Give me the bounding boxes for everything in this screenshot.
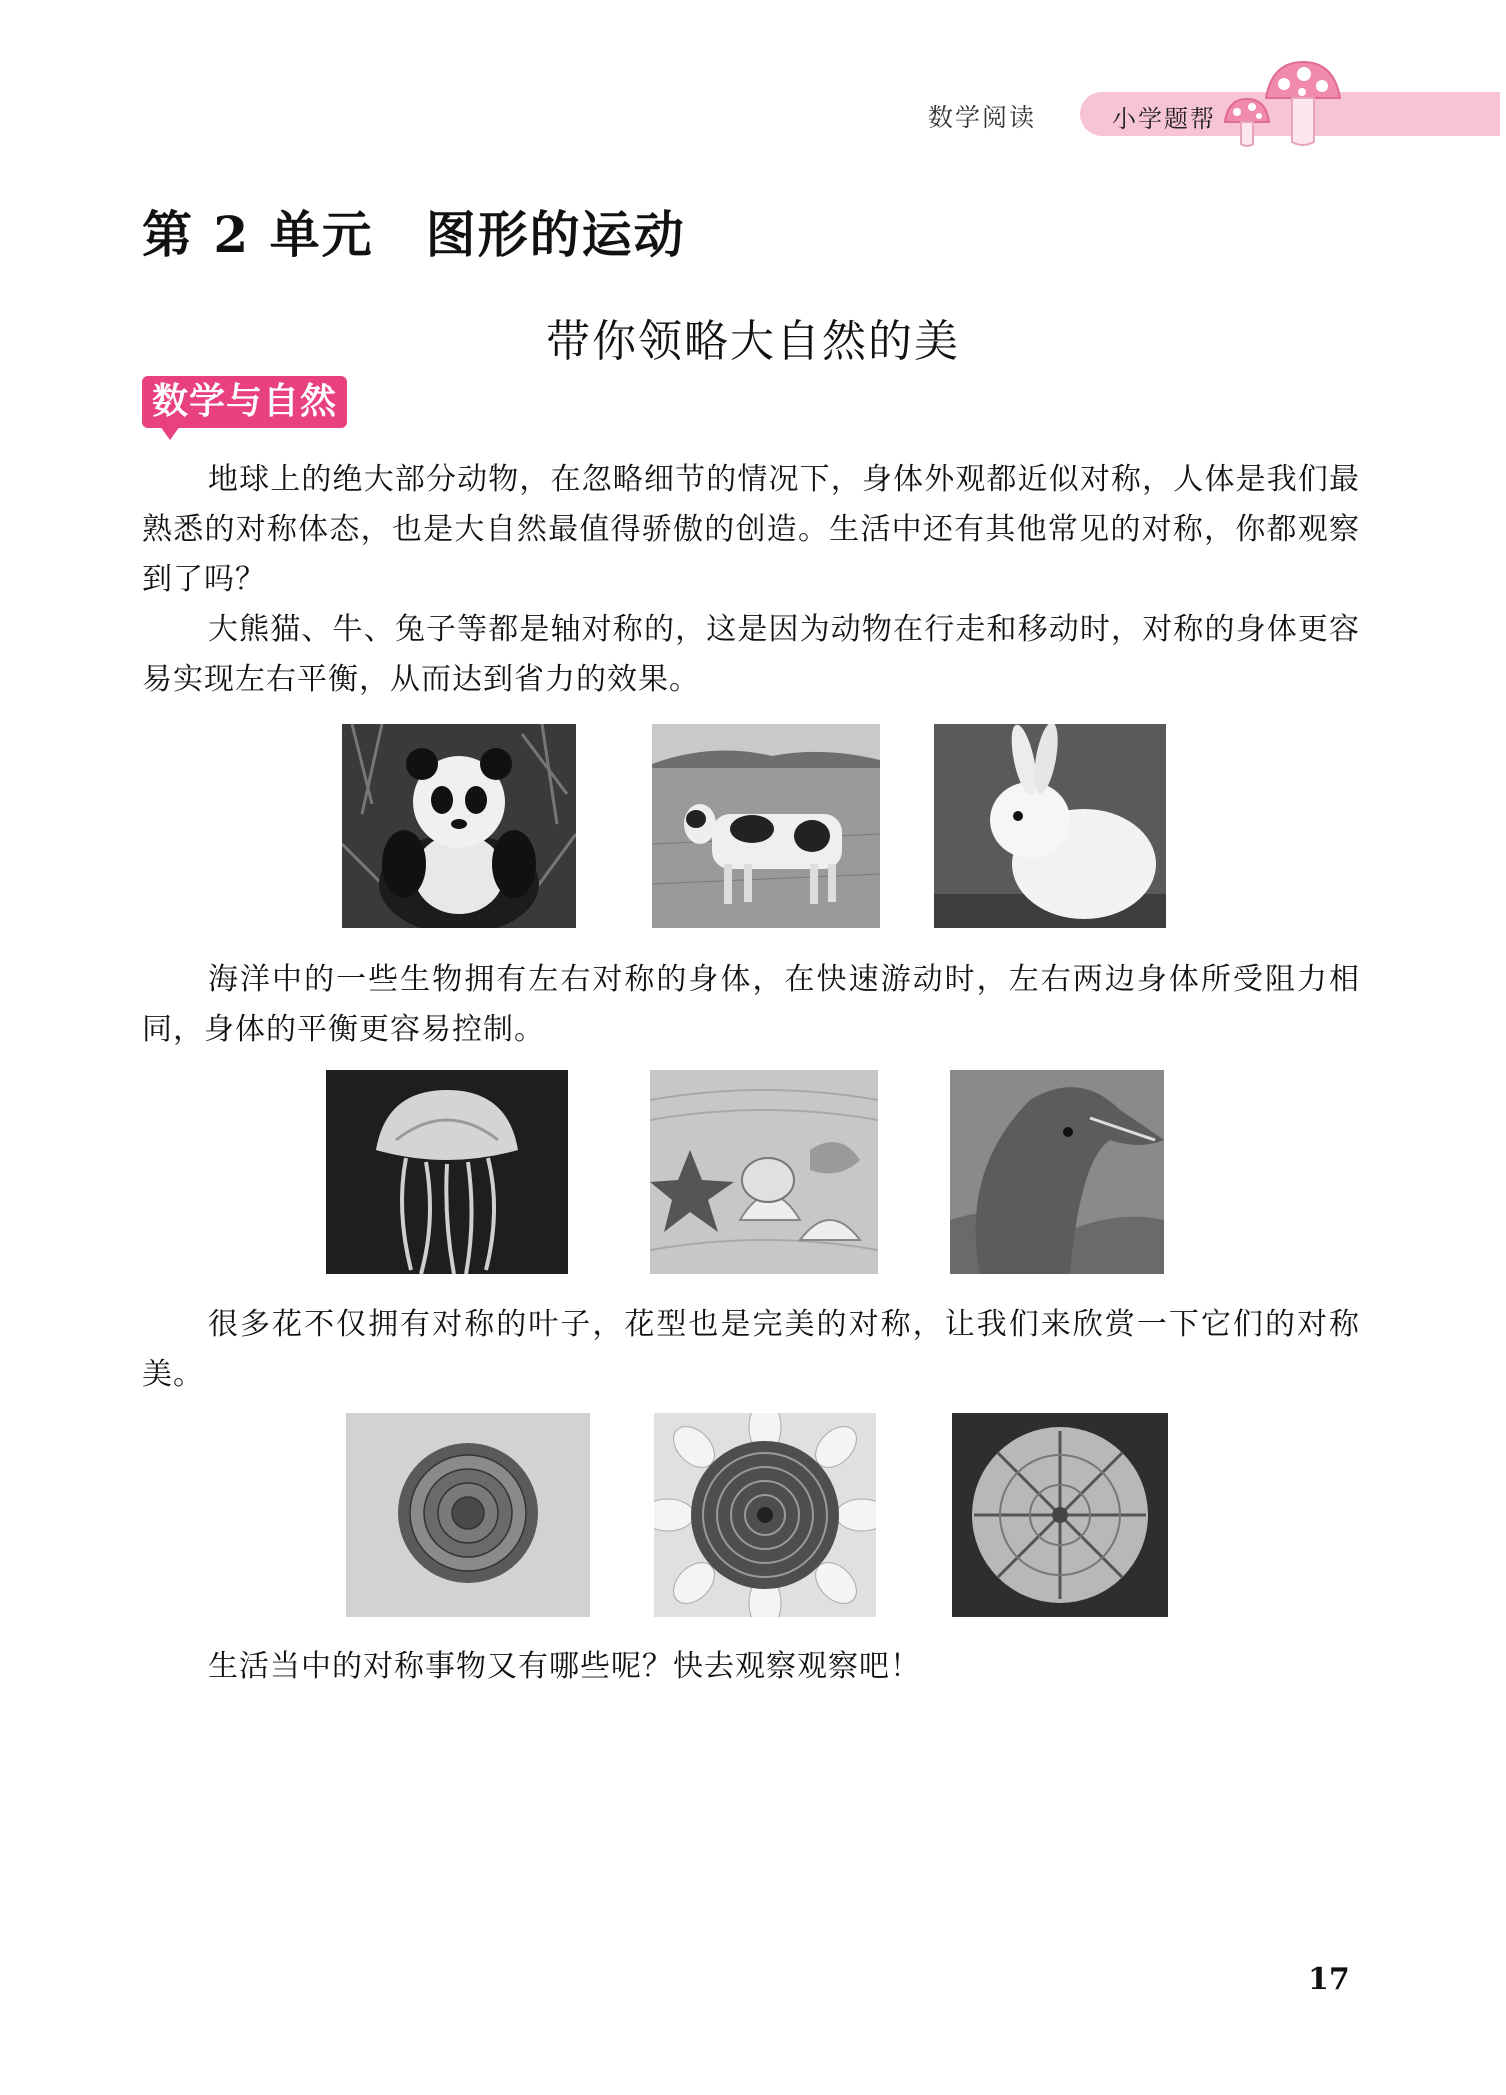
sunflower-photo (654, 1413, 876, 1617)
article-title: 带你领略大自然的美 (546, 316, 960, 367)
mushroom-icon (1262, 58, 1344, 148)
cow-photo (652, 724, 880, 928)
dolphin-photo (950, 1070, 1164, 1274)
paragraph-flowers: 很多花不仅拥有对称的叶子，花型也是完美的对称，让我们来欣赏一下它们的对称美。 (142, 1307, 1360, 1392)
paragraph-intro: 地球上的绝大部分动物，在忽略细节的情况下，身体外观都近似对称，人体是我们最熟悉的对称体态，也是大自然最值得骄傲的创造。生活中还有其他常见的对称，你都观察到了吗？ (142, 462, 1360, 597)
paragraph-closing: 生活当中的对称事物又有哪些呢？快去观察观察吧！ (208, 1649, 921, 1684)
section-tag-pointer (160, 426, 180, 440)
book-series-label: 数学阅读 (928, 103, 1037, 132)
panda-photo (342, 724, 576, 928)
shells-starfish-photo (650, 1070, 878, 1274)
dahlia-photo (346, 1413, 590, 1617)
unit-title: 第 2 单元 图形的运动 (142, 205, 686, 264)
paragraph-animals: 大熊猫、牛、兔子等都是轴对称的，这是因为动物在行走和移动时，对称的身体更容易实现左右平衡，从而达到省力的效果。 (142, 612, 1360, 697)
paragraph-sea: 海洋中的一些生物拥有左右对称的身体，在快速游动时，左右两边身体所受阻力相同，身体的平衡更容易控制。 (142, 962, 1360, 1047)
rabbit-photo (934, 724, 1166, 928)
brand-label: 小学题帮 (1112, 105, 1216, 133)
small-mushroom-icon (1222, 96, 1272, 148)
section-tag: 数学与自然 (142, 376, 347, 428)
succulent-photo (952, 1413, 1168, 1617)
page-number: 17 (1308, 1962, 1350, 1997)
jellyfish-photo (326, 1070, 568, 1274)
